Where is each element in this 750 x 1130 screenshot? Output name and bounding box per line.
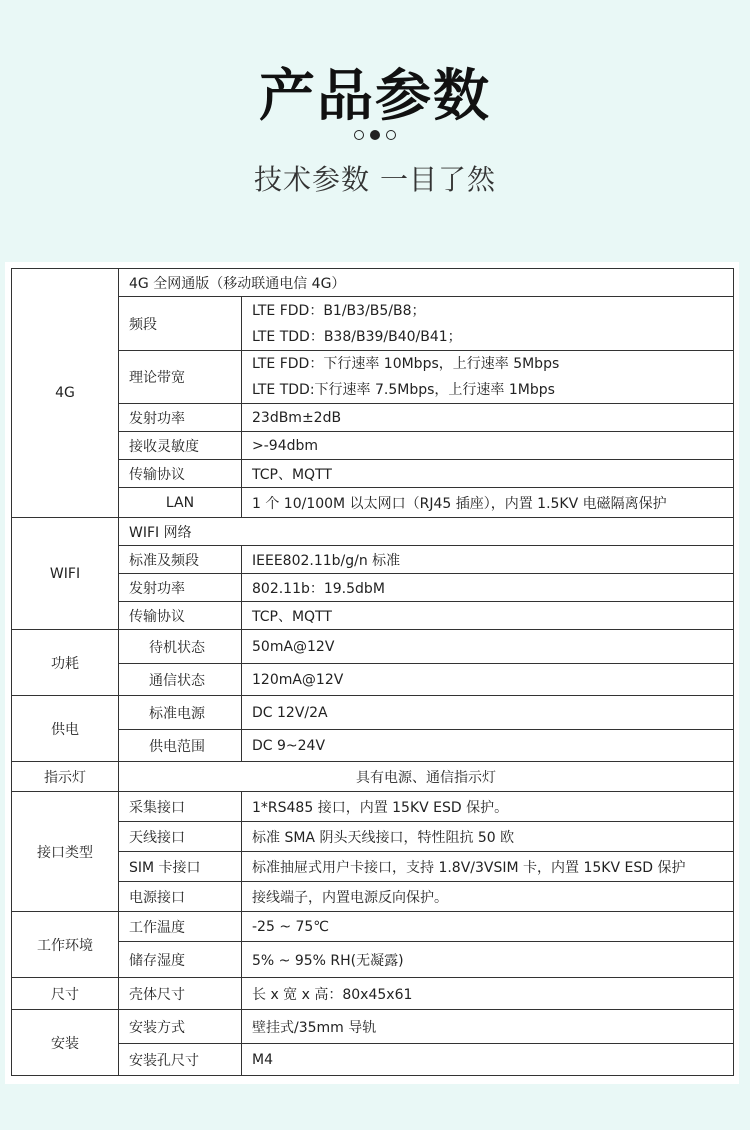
table-row <box>12 630 734 664</box>
dot-empty-icon <box>354 130 364 140</box>
table-row <box>12 460 734 488</box>
spec-label: 安装方式 <box>119 1010 242 1044</box>
spec-value <box>242 297 734 351</box>
bw-tdd: LTE TDD:下行速率 7.5Mbps，上行速率 1Mbps <box>252 382 555 398</box>
table-row <box>12 404 734 432</box>
table-row <box>12 518 734 546</box>
spec-label: 标准电源 <box>119 696 242 730</box>
category-power: 功耗 <box>12 630 119 696</box>
category-4g: 4G <box>12 269 119 518</box>
page-subtitle: 技术参数 一目了然 <box>254 163 496 196</box>
spec-value: WIFI 网络 <box>119 518 734 546</box>
spec-value: TCP、MQTT <box>242 602 734 630</box>
spec-value: DC 12V/2A <box>242 696 734 730</box>
spec-value: 23dBm±2dB <box>242 404 734 432</box>
table-row <box>12 730 734 762</box>
page-title: 产品参数 <box>259 64 491 129</box>
spec-label: 储存湿度 <box>119 942 242 978</box>
spec-label: 标准及频段 <box>119 546 242 574</box>
table-row <box>12 546 734 574</box>
category-environment: 工作环境 <box>12 912 119 978</box>
table-row <box>12 762 734 792</box>
spec-label: 通信状态 <box>119 664 242 696</box>
category-install: 安装 <box>12 1010 119 1076</box>
spec-value: M4 <box>242 1044 734 1076</box>
spec-value: 标准 SMA 阴头天线接口，特性阻抗 50 欧 <box>242 822 734 852</box>
spec-label: 传输协议 <box>119 602 242 630</box>
spec-value: 接线端子，内置电源反向保护。 <box>242 882 734 912</box>
header <box>0 0 750 262</box>
spec-label: 发射功率 <box>119 574 242 602</box>
dot-empty-icon <box>386 130 396 140</box>
spec-label: 安装孔尺寸 <box>119 1044 242 1076</box>
table-row <box>12 351 734 404</box>
spec-table <box>11 268 734 1076</box>
band-fdd: LTE FDD：B1/B3/B5/B8； <box>252 302 426 319</box>
category-interface: 接口类型 <box>12 792 119 912</box>
spec-value: TCP、MQTT <box>242 460 734 488</box>
spec-label: 待机状态 <box>119 630 242 664</box>
spec-label: 工作温度 <box>119 912 242 942</box>
category-size: 尺寸 <box>12 978 119 1010</box>
bw-fdd: LTE FDD：下行速率 10Mbps，上行速率 5Mbps <box>252 356 560 372</box>
spec-value: 具有电源、通信指示灯 <box>119 762 734 792</box>
table-row <box>12 978 734 1010</box>
category-lan: LAN <box>119 488 242 518</box>
spec-value: 长 x 宽 x 高：80x45x61 <box>242 978 734 1010</box>
category-wifi: WIFI <box>12 518 119 630</box>
table-row <box>12 882 734 912</box>
spec-value: 1 个 10/100M 以太网口（RJ45 插座），内置 1.5KV 电磁隔离保护 <box>242 488 734 518</box>
table-row <box>12 696 734 730</box>
spec-value: 壁挂式/35mm 导轨 <box>242 1010 734 1044</box>
table-row <box>12 602 734 630</box>
spec-value: 5% ~ 95% RH(无凝露) <box>242 942 734 978</box>
table-row <box>12 822 734 852</box>
table-row <box>12 432 734 460</box>
spec-label: 供电范围 <box>119 730 242 762</box>
table-row <box>12 1044 734 1076</box>
band-tdd: LTE TDD：B38/B39/B40/B41； <box>252 328 462 345</box>
spec-label: 理论带宽 <box>119 351 242 404</box>
spec-label: 壳体尺寸 <box>119 978 242 1010</box>
dot-filled-icon <box>370 130 380 140</box>
table-row <box>12 792 734 822</box>
spec-value: IEEE802.11b/g/n 标准 <box>242 546 734 574</box>
spec-value: >-94dbm <box>242 432 734 460</box>
table-row <box>12 297 734 351</box>
pagination-dots <box>0 130 750 140</box>
spec-label: SIM 卡接口 <box>119 852 242 882</box>
table-row <box>12 574 734 602</box>
table-row <box>12 488 734 518</box>
table-row <box>12 852 734 882</box>
spec-value: 标准抽屉式用户卡接口，支持 1.8V/3VSIM 卡，内置 15KV ESD 保护 <box>242 852 734 882</box>
spec-value <box>242 351 734 404</box>
table-row <box>12 942 734 978</box>
category-supply: 供电 <box>12 696 119 762</box>
spec-value: 802.11b：19.5dbM <box>242 574 734 602</box>
spec-label: 发射功率 <box>119 404 242 432</box>
spec-value: 1*RS485 接口，内置 15KV ESD 保护。 <box>242 792 734 822</box>
spec-value: -25 ~ 75℃ <box>242 912 734 942</box>
spec-label: 传输协议 <box>119 460 242 488</box>
spec-sheet <box>5 262 739 1084</box>
table-row <box>12 269 734 297</box>
spec-value: 50mA@12V <box>242 630 734 664</box>
spec-value: 4G 全网通版（移动联通电信 4G） <box>119 269 734 297</box>
spec-value: 120mA@12V <box>242 664 734 696</box>
spec-label: 接收灵敏度 <box>119 432 242 460</box>
category-indicator: 指示灯 <box>12 762 119 792</box>
spec-label: 频段 <box>119 297 242 351</box>
spec-label: 电源接口 <box>119 882 242 912</box>
table-row <box>12 912 734 942</box>
table-row <box>12 1010 734 1044</box>
spec-value: DC 9~24V <box>242 730 734 762</box>
spec-label: 天线接口 <box>119 822 242 852</box>
spec-label: 采集接口 <box>119 792 242 822</box>
table-row <box>12 664 734 696</box>
